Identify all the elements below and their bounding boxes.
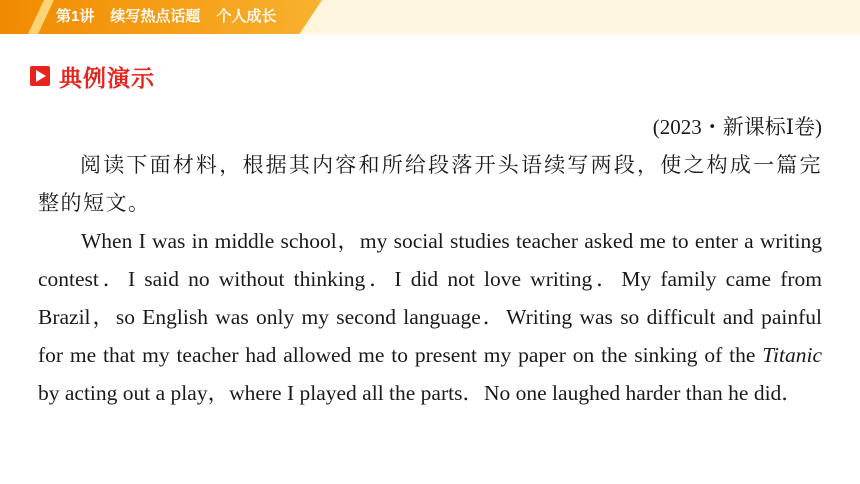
- instruction-paragraph: 阅读下面材料，根据其内容和所给段落开头语续写两段，使之构成一篇完整的短文。: [38, 153, 822, 215]
- passage-paragraph: [38, 222, 822, 412]
- lecture-number: 第1讲: [56, 8, 95, 25]
- header-bar: [0, 0, 860, 34]
- passage-text-after: by acting out a play，where I played all the parts．No one laughed harder than he did．: [38, 381, 803, 405]
- passage-italic-title: Titanic: [762, 343, 822, 367]
- section-title: 典例演示: [59, 65, 155, 92]
- play-icon: [30, 66, 50, 86]
- section-heading: [30, 60, 155, 92]
- source-citation: (2023・新课标Ⅰ卷): [652, 115, 822, 139]
- content-body: [38, 146, 822, 412]
- passage-text-before: When I was in middle school，my social studies teacher asked me to enter a writing contest．I said no without thinking．I did not love writing．My family came from Brazil，so English was only my second language．Writing was so difficult and painful for me that my teacher had allowed me to present my paper on the sinking of the: [38, 229, 822, 367]
- subtopic-label: 个人成长: [216, 8, 277, 25]
- topic-label: 续写热点话题: [110, 8, 201, 25]
- header-breadcrumb: [56, 0, 292, 34]
